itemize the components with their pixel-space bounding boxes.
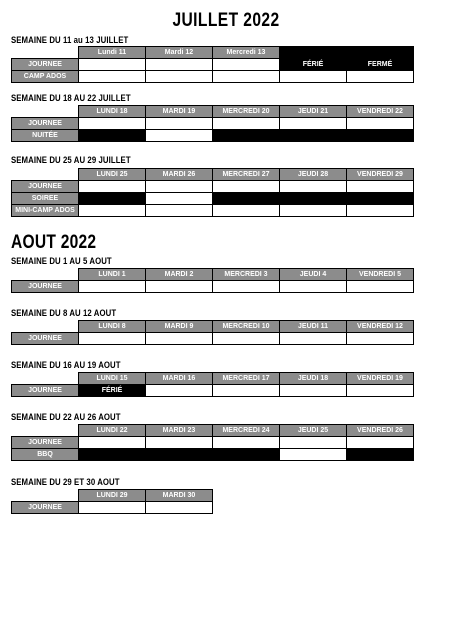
header-row: [12, 106, 414, 118]
schedule-cell: [280, 449, 347, 461]
week-table: [11, 105, 414, 142]
header-row: [12, 269, 414, 281]
day-header: Mardi 12: [146, 47, 213, 59]
day-header: JEUDI 21: [280, 106, 347, 118]
table-row: [12, 181, 414, 193]
schedule-cell: [213, 281, 280, 293]
schedule-cell: [213, 59, 280, 71]
schedule-cell: [347, 437, 414, 449]
day-header: JEUDI 28: [280, 169, 347, 181]
schedule-cell: [146, 205, 213, 217]
week-title: SEMAINE DU 18 AU 22 JUILLET: [11, 93, 131, 104]
schedule-cell: [280, 385, 347, 397]
month-heading: AOUT 2022: [11, 232, 97, 253]
day-header: LUNDI 8: [79, 321, 146, 333]
corner-cell: [12, 169, 79, 181]
row-label: JOURNEE: [12, 502, 79, 514]
row-label: JOURNEE: [12, 181, 79, 193]
day-header: LUNDI 1: [79, 269, 146, 281]
week-title: SEMAINE DU 11 au 13 JUILLET: [11, 35, 129, 46]
schedule-cell: [146, 118, 213, 130]
table-row: [12, 437, 414, 449]
schedule-cell: [79, 193, 146, 205]
schedule-cell: [347, 281, 414, 293]
corner-cell: [12, 321, 79, 333]
day-header: MERCREDI 17: [213, 373, 280, 385]
schedule-cell: [280, 118, 347, 130]
day-header: VENDREDI 5: [347, 269, 414, 281]
schedule-cell: [213, 385, 280, 397]
header-row: [12, 169, 414, 181]
schedule-cell: [280, 333, 347, 345]
schedule-cell: [146, 333, 213, 345]
schedule-cell: [347, 333, 414, 345]
schedule-cell: [79, 118, 146, 130]
day-header: MERCREDI 20: [213, 106, 280, 118]
schedule-cell: [347, 193, 414, 205]
schedule-cell: [146, 385, 213, 397]
day-header: MARDI 9: [146, 321, 213, 333]
row-label: JOURNEE: [12, 281, 79, 293]
schedule-cell: [146, 71, 213, 83]
week-table: [11, 268, 414, 293]
week-title: SEMAINE DU 1 AU 5 AOUT: [11, 256, 112, 267]
schedule-cell: [146, 281, 213, 293]
corner-cell: [12, 425, 79, 437]
schedule-cell: FERMÉ: [347, 59, 414, 71]
schedule-cell: [213, 193, 280, 205]
schedule-cell: [280, 205, 347, 217]
day-header: JEUDI 11: [280, 321, 347, 333]
table-row: [12, 205, 414, 217]
day-header: Lundi 11: [79, 47, 146, 59]
schedule-cell: [347, 71, 414, 83]
table-row: [12, 193, 414, 205]
corner-cell: [12, 373, 79, 385]
day-header: MARDI 26: [146, 169, 213, 181]
header-row: [12, 373, 414, 385]
header-row: [12, 321, 414, 333]
page-title: JUILLET 2022: [172, 10, 280, 31]
week-table: [11, 424, 414, 461]
schedule-cell: [146, 181, 213, 193]
table-row: [12, 449, 414, 461]
day-header: VENDREDI 22: [347, 106, 414, 118]
day-header: LUNDI 22: [79, 425, 146, 437]
day-header: Mercredi 13: [213, 47, 280, 59]
week-title: SEMAINE DU 8 AU 12 AOUT: [11, 308, 117, 319]
day-header: MERCREDI 27: [213, 169, 280, 181]
day-header: VENDREDI 19: [347, 373, 414, 385]
day-header: MERCREDI 24: [213, 425, 280, 437]
header-row: [12, 47, 414, 59]
table-row: [12, 118, 414, 130]
schedule-cell: [79, 281, 146, 293]
schedule-cell: [347, 205, 414, 217]
schedule-cell: [347, 449, 414, 461]
day-header: MERCREDI 3: [213, 269, 280, 281]
schedule-cell: [213, 333, 280, 345]
schedule-cell: [213, 449, 280, 461]
week-table: [11, 320, 414, 345]
schedule-cell: [146, 502, 213, 514]
day-header: MERCREDI 10: [213, 321, 280, 333]
schedule-cell: [347, 130, 414, 142]
schedule-cell: [213, 130, 280, 142]
schedule-cell: [213, 118, 280, 130]
schedule-cell: [213, 205, 280, 217]
week-title: SEMAINE DU 29 ET 30 AOUT: [11, 477, 120, 488]
day-header: LUNDI 18: [79, 106, 146, 118]
schedule-cell: [79, 130, 146, 142]
day-header: MARDI 2: [146, 269, 213, 281]
schedule-cell: [347, 385, 414, 397]
schedule-cell: [79, 449, 146, 461]
schedule-cell: [79, 437, 146, 449]
schedule-cell: [79, 502, 146, 514]
schedule-cell: [146, 437, 213, 449]
day-header: VENDREDI 29: [347, 169, 414, 181]
day-header: MARDI 30: [146, 490, 213, 502]
schedule-cell: [79, 333, 146, 345]
week-table: [11, 489, 213, 514]
corner-cell: [12, 47, 79, 59]
week-table: [11, 46, 414, 83]
schedule-cell: [146, 193, 213, 205]
row-label: MINI-CAMP ADOS: [12, 205, 79, 217]
schedule-cell: [79, 71, 146, 83]
schedule-cell: [146, 59, 213, 71]
schedule-cell: [280, 130, 347, 142]
schedule-cell: [347, 181, 414, 193]
table-row: [12, 281, 414, 293]
week-title: SEMAINE DU 16 AU 19 AOUT: [11, 360, 121, 371]
row-label: JOURNEE: [12, 437, 79, 449]
row-label: JOURNEE: [12, 118, 79, 130]
table-row: [12, 333, 414, 345]
header-row: [12, 490, 213, 502]
schedule-cell: FÉRIÉ: [79, 385, 146, 397]
day-header: JEUDI 4: [280, 269, 347, 281]
schedule-cell: [280, 281, 347, 293]
schedule-cell: [213, 71, 280, 83]
day-header: MARDI 19: [146, 106, 213, 118]
corner-cell: [12, 106, 79, 118]
schedule-cell: [146, 130, 213, 142]
row-label: NUITÉE: [12, 130, 79, 142]
corner-cell: [12, 490, 79, 502]
day-header: JEUDI 18: [280, 373, 347, 385]
table-row: [12, 59, 414, 71]
day-header: [280, 47, 347, 59]
week-title: SEMAINE DU 22 AU 26 AOUT: [11, 412, 121, 423]
day-header: JEUDI 25: [280, 425, 347, 437]
schedule-cell: [213, 181, 280, 193]
day-header: MARDI 16: [146, 373, 213, 385]
schedule-cell: [213, 437, 280, 449]
day-header: LUNDI 29: [79, 490, 146, 502]
schedule-cell: [79, 59, 146, 71]
schedule-cell: [280, 193, 347, 205]
table-row: [12, 502, 213, 514]
day-header: LUNDI 25: [79, 169, 146, 181]
day-header: [347, 47, 414, 59]
schedule-cell: [280, 71, 347, 83]
week-table: [11, 372, 414, 397]
week-table: [11, 168, 414, 217]
schedule-cell: [280, 437, 347, 449]
day-header: MARDI 23: [146, 425, 213, 437]
header-row: [12, 425, 414, 437]
day-header: VENDREDI 12: [347, 321, 414, 333]
corner-cell: [12, 269, 79, 281]
table-row: [12, 71, 414, 83]
schedule-cell: [146, 449, 213, 461]
schedule-cell: [280, 181, 347, 193]
row-label: CAMP ADOS: [12, 71, 79, 83]
day-header: VENDREDI 26: [347, 425, 414, 437]
table-row: [12, 130, 414, 142]
schedule-cell: [347, 118, 414, 130]
day-header: LUNDI 15: [79, 373, 146, 385]
table-row: [12, 385, 414, 397]
row-label: JOURNEE: [12, 333, 79, 345]
schedule-cell: [79, 181, 146, 193]
row-label: BBQ: [12, 449, 79, 461]
schedule-cell: [79, 205, 146, 217]
row-label: JOURNEE: [12, 59, 79, 71]
schedule-cell: FÉRIÉ: [280, 59, 347, 71]
row-label: JOURNEE: [12, 385, 79, 397]
row-label: SOIREE: [12, 193, 79, 205]
week-title: SEMAINE DU 25 AU 29 JUILLET: [11, 155, 131, 166]
